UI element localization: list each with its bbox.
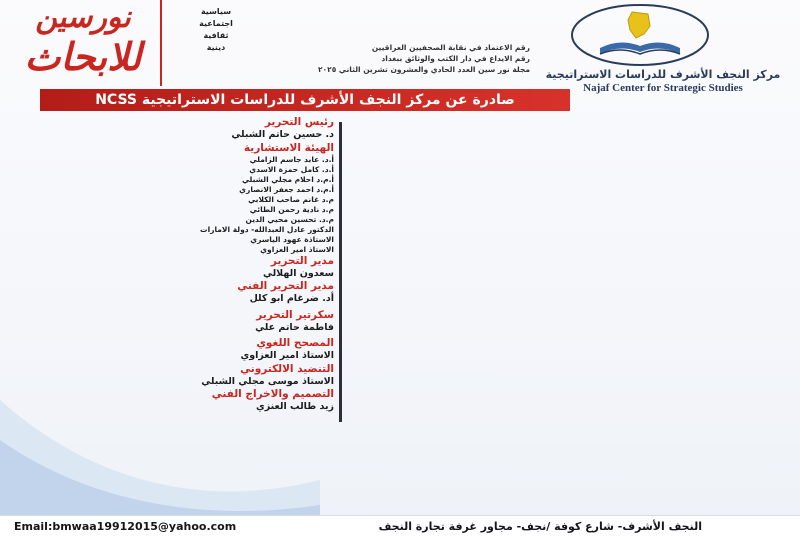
editorial-staff-list (150, 116, 334, 414)
advisory-member: م.د. تحسين محيي الدين (245, 214, 334, 224)
editorial-director-name: سعدون الهلالي (263, 267, 334, 279)
chief-editor-name: د. حسين حاتم الشبلي (231, 129, 334, 140)
advisory-member: م.د نادية رحمن الطائي (249, 204, 334, 214)
issue-line: مجلة نور سين العدد الحادي والعشرون تشرين الثاني ٢٠٢٥ (317, 65, 530, 74)
proofreader-role: المصحح اللغوي (256, 337, 334, 349)
advisory-member: أ.د. عابد جاسم الزاملي (249, 154, 334, 164)
secretary-role: سكرتير التحرير (256, 308, 334, 321)
magazine-title (8, 2, 158, 80)
genre-item: اجتماعية (199, 19, 233, 28)
genre-item: سياسية (200, 7, 232, 16)
technical-director-role: مدير التحرير الفني (237, 280, 334, 292)
design-role: التصميم والاخراج الفني (211, 388, 334, 400)
typesetting-role: التنضيد الالكتروني (240, 362, 334, 375)
genre-item: دينية (206, 43, 226, 52)
editorial-director-role: مدير التحرير (270, 254, 334, 267)
center-name-arabic: مركز النجف الأشرف للدراسات الاستراتيجية (545, 68, 781, 81)
center-logo-icon (570, 4, 710, 66)
advisory-member: الاستاذة عهود الياسري (250, 234, 334, 244)
advisory-board-role: الهيئة الاستشارية (243, 141, 334, 154)
header-red-rule (160, 0, 162, 86)
advisory-member: أ.م.د احلام مجلي الشبلي (241, 174, 334, 184)
vertical-divider (339, 122, 342, 422)
technical-director-name: أد. ضرغام ابو كلل (249, 293, 334, 304)
typesetting-name: الاستاذ موسى مجلي الشبلي (201, 375, 334, 387)
publication-info (250, 42, 530, 75)
magazine-title-line-1: نورسين (35, 0, 131, 35)
advisory-member: أ.م.د احمد جعفر الانصاري (239, 184, 334, 194)
genre-list (186, 6, 246, 54)
genre-item: ثقافية (203, 31, 229, 40)
advisory-member: م.د غانم صاحب الكلابي (248, 194, 334, 204)
contact-email[interactable]: Email:bmwaa19912015@yahoo.com (14, 520, 237, 533)
center-name-english: Najaf Center for Strategic Studies (583, 82, 743, 94)
page-footer (0, 515, 800, 538)
advisory-member: الاستاذ امير العزاوي (260, 244, 334, 254)
chief-editor-role: رئيس التحرير (264, 116, 334, 128)
proofreader-name: الاستاذ امير العزاوي (240, 350, 334, 361)
contact-address: النجف الأشرف- شارع كوفة /نجف- مجاور غرفة تجارة النجف (378, 520, 702, 533)
deposit-line: رقم الايداع في دار الكتب والوثائق ببغداد (381, 54, 530, 63)
advisory-member: الدكتور عادل العبدالله- دولة الامارات (200, 224, 334, 234)
publisher-banner: صادرة عن مركز النجف الأشرف للدراسات الاستراتيجية NCSS (40, 89, 570, 111)
advisory-member: أ.د. كامل حمزة الاسدي (249, 164, 334, 174)
accreditation-line: رقم الاعتماد في نقابة الصحفيين العراقيين (371, 43, 530, 52)
magazine-title-line-2: للابحاث (24, 34, 142, 79)
secretary-name: فاطمة حاتم علي (255, 321, 334, 333)
design-name: زيد طالب العنزي (256, 401, 334, 412)
